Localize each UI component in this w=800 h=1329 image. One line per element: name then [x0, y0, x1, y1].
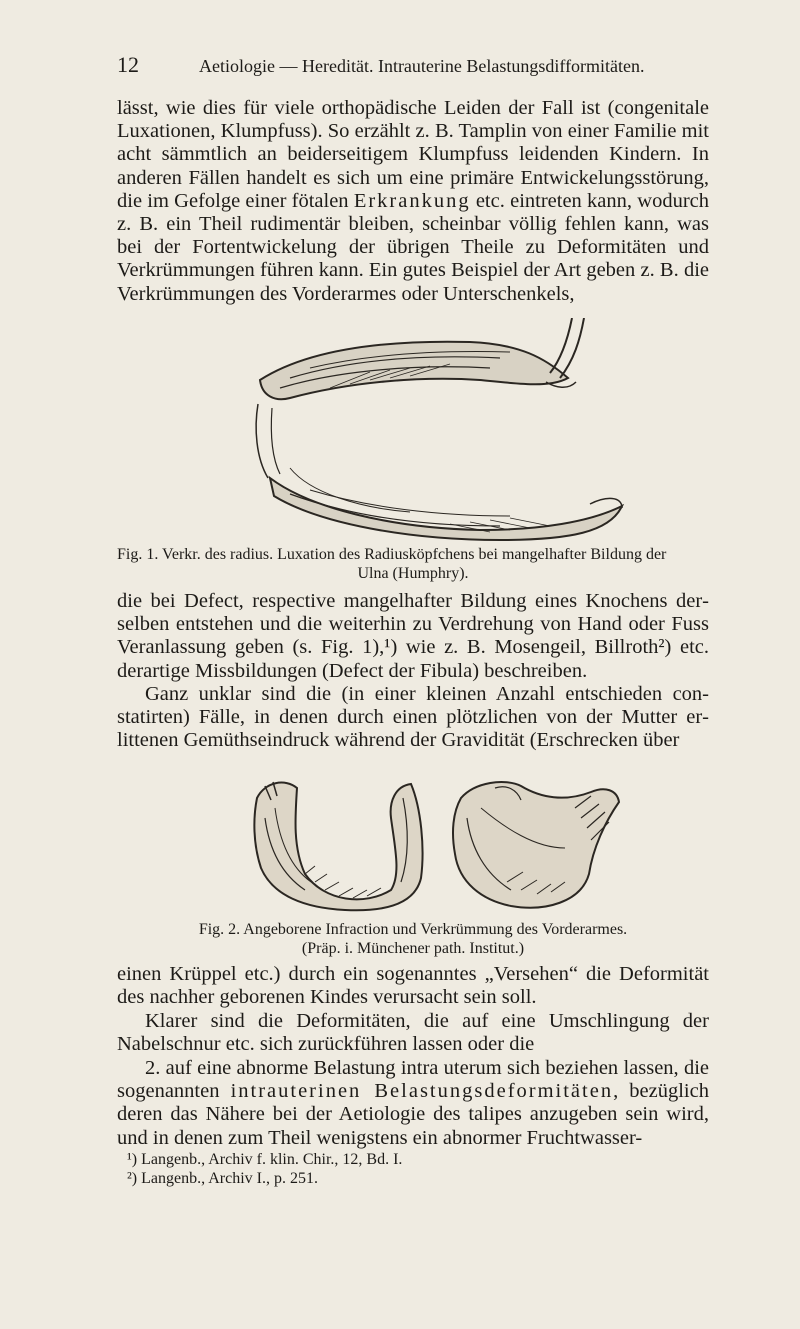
footnote-2: ²) Langenb., Archiv I., p. 251. — [127, 1170, 318, 1187]
figure-2-caption-line2: (Präp. i. Münchener path. Institut.) — [301, 940, 525, 957]
page-header — [117, 52, 707, 86]
figure-2-illustration — [245, 778, 625, 913]
paragraph-1: lässt, wie dies für viele orthopädische Leiden der Fall ist (congenitale Luxationen, Klumpfuss). So erzählt z. B. Tamplin von einer Familie mit acht sämmtlich an beiderseitigem Klumpfuss leidenden Kindern. In anderen Fällen handelt es sich um eine primäre Entwickelungsstörung, die im Gefolge einer fötalen Erkrankung etc. eintreten kann, wodurch z. B. ein Theil rudimentär bleiben, scheinbar völlig fehlen kann, was bei der Fortentwickelung der übrigen Theile zu Deformitäten und Verkrümmungen führen kann. Ein gutes Beispiel der Art geben z. B. die Verkrümmungen des Vorderarmes oder Unterschenkels, — [117, 97, 709, 305]
paragraph-5: Klarer sind die Deformitäten, die auf eine Umschlingung der Nabelschnur etc. sich zurückführen lassen oder die — [117, 1010, 709, 1056]
paragraph-6: 2. auf eine abnorme Belastung intra uterum sich beziehen lassen, die sogenannten intrauterinen Belastungsdeformitäten, bezüglich deren das Nähere bei der Aetiologie des talipes anzugeben sein wird, und in denen zum Theil wenigstens ein abnormer Fruchtwasser- — [117, 1057, 709, 1149]
figure-1-caption — [117, 545, 709, 583]
figure-2-caption-line1: Fig. 2. Angeborene Infraction und Verkrümmung des Vorderarmes. — [198, 921, 628, 938]
paragraph-4: einen Krüppel etc.) durch ein sogenanntes „Versehen“ die Deformität des nachher geborenen Kindes verursacht sein soll. — [117, 963, 709, 1009]
figure-1-caption-line2: Ulna (Humphry). — [357, 565, 469, 582]
figure-1-caption-line1: Fig. 1. Verkr. des radius. Luxation des Radiusköpfchens bei mangelhafter Bildung der — [117, 546, 667, 563]
paragraph-3: Ganz unklar sind die (in einer kleinen Anzahl entschieden constatirten) Fälle, in denen durch einen plötzlichen von der Mutter erlittenen Gemüthseindruck während der Gravidität (Erschrecken über — [117, 683, 709, 752]
footnotes — [117, 1150, 709, 1188]
figure-1-illustration — [250, 318, 630, 542]
running-title: Aetiologie — Heredität. Intrauterine Belastungsdifformitäten. — [199, 56, 645, 76]
figure-2-caption — [117, 920, 709, 958]
spaced-term: intrauterinen Belastungsdeformitäten — [230, 1080, 614, 1103]
page-number: 12 — [117, 52, 139, 77]
paragraph-2: die bei Defect, respective mangelhafter Bildung eines Knochens derselben entstehen und die weiterhin zu Verdrehung von Hand oder Fuss Veranlassung geben (s. Fig. 1),¹) wie z. B. Mosengeil, Billroth²) etc. derartige Missbildungen (Defect der Fibula) beschreiben. — [117, 590, 709, 682]
spaced-term: Erkrankung — [353, 189, 471, 212]
footnote-1: ¹) Langenb., Archiv f. klin. Chir., 12, Bd. I. — [127, 1151, 403, 1168]
